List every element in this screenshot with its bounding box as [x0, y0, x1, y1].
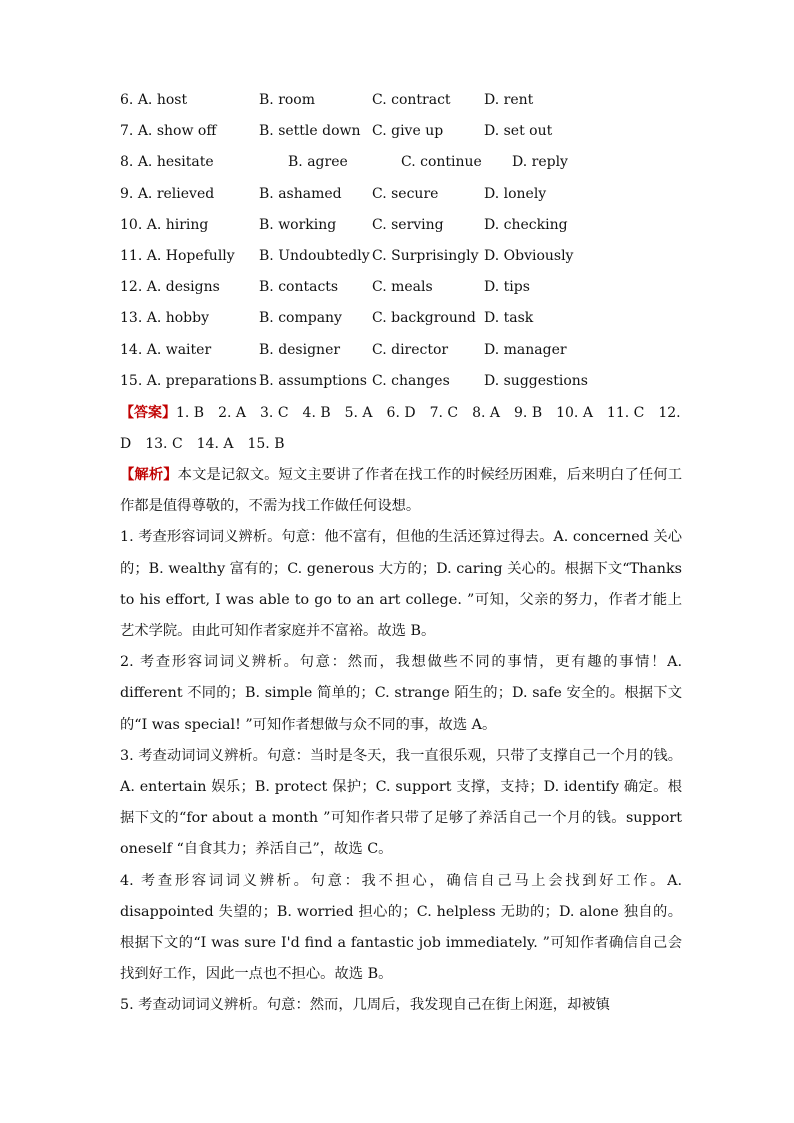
analysis-intro: 本文是记叙文。短文主要讲了作者在找工作的时候经历困难，后来明白了任何工作都是值得尊敬的，不需为找工作做任何设想。 [120, 467, 682, 515]
option-d: D. task [484, 310, 534, 327]
answer-text: 1. B 2. A 3. C 4. B 5. A 6. D 7. C 8. A 9. B 10. A 11. C 12. D 13. C 14. A 15. B [120, 405, 681, 452]
analysis-item: 3. 考查动词词义辨析。句意：当时是冬天，我一直很乐观，只带了支撑自己一个月的钱。A. entertain 娱乐；B. protect 保护；C. support 支撑，支持；D. identify 确定。根据下文的“for about a month ”可知作者只带了足够了养活自己一个月的钱。support oneself “自食其力；养活自己”，故选 C。 [120, 747, 682, 858]
option-row [120, 150, 720, 181]
option-row [120, 119, 720, 150]
option-d: D. lonely [484, 185, 547, 202]
option-a: 15. A. preparations [120, 372, 257, 389]
analysis-item: 5. 考查动词词义辨析。句意：然而，几周后，我发现自己在街上闲逛，却被镇 [120, 997, 610, 1014]
option-c: C. meals [372, 279, 433, 296]
option-c: C. give up [372, 123, 444, 140]
option-a: 13. A. hobby [120, 310, 210, 327]
option-c: C. director [372, 341, 449, 358]
option-b: B. contacts [259, 279, 339, 296]
answer-section [120, 398, 690, 460]
option-a: 11. A. Hopefully [120, 247, 235, 264]
option-row [120, 275, 720, 306]
option-row [120, 369, 720, 400]
option-a: 12. A. designs [120, 279, 220, 296]
option-row [120, 306, 720, 337]
option-row [120, 182, 720, 213]
analysis-item: 1. 考查形容词词义辨析。句意：他不富有，但他的生活还算过得去。A. concerned 关心的；B. wealthy 富有的；C. generous 大方的；D. caring 关心的。根据下文“Thanks to his effort, I was able to go to an art college. ”可知，父亲的努力，作者才能上艺术学院。由此可知作者家庭并不富裕。故选 B。 [120, 529, 682, 640]
option-b: B. agree [288, 154, 348, 171]
option-d: D. tips [484, 279, 530, 296]
option-b: B. ashamed [259, 185, 342, 202]
analysis-item: 2. 考查形容词词义辨析。句意：然而，我想做些不同的事情，更有趣的事情！A. different 不同的；B. simple 简单的；C. strange 陌生的；D. safe 安全的。根据下文的“I was special! ”可知作者想做与众不同的事，故选 A。 [120, 654, 682, 733]
option-d: D. manager [484, 341, 567, 358]
option-b: B. working [259, 216, 337, 233]
option-row [120, 244, 720, 275]
analysis-tag: 【解析】 [120, 467, 178, 483]
option-d: D. checking [484, 216, 568, 233]
option-b: B. room [259, 92, 316, 108]
option-d: D. set out [484, 123, 553, 140]
option-a: 9. A. relieved [120, 185, 215, 202]
option-b: B. Undoubtedly [259, 247, 370, 264]
option-c: C. background [372, 310, 476, 327]
option-d: D. suggestions [484, 372, 588, 389]
option-c: C. serving [372, 216, 444, 233]
option-c: C. continue [401, 154, 482, 171]
option-a: 6. A. host [120, 92, 188, 108]
option-c: C. secure [372, 185, 439, 202]
option-d: D. rent [484, 92, 534, 108]
option-b: B. designer [259, 341, 341, 358]
option-a: 8. A. hesitate [120, 154, 214, 171]
option-c: C. contract [372, 92, 451, 108]
option-b: B. settle down [259, 123, 361, 140]
analysis-intro-paragraph [120, 460, 682, 522]
option-d: D. Obviously [484, 247, 574, 264]
option-b: B. assumptions [259, 372, 367, 389]
option-c: C. Surprisingly [372, 247, 479, 264]
option-row [120, 213, 720, 244]
options-list [120, 88, 720, 400]
analysis-section [120, 460, 682, 1022]
option-d: D. reply [512, 154, 568, 171]
option-a: 7. A. show off [120, 123, 217, 140]
answer-tag: 【答案】 [120, 405, 176, 421]
option-c: C. changes [372, 372, 450, 389]
option-a: 10. A. hiring [120, 216, 209, 233]
option-b: B. company [259, 310, 342, 327]
analysis-item: 4. 考查形容词词义辨析。句意：我不担心，确信自己马上会找到好工作。A. disappointed 失望的；B. worried 担心的；C. helpless 无助的；D. alone 独自的。根据下文的“I was sure I'd find a fantastic job immediately. ”可知作者确信自己会找到好工作，因此一点也不担心。故选 B。 [120, 872, 682, 983]
option-a: 14. A. waiter [120, 341, 212, 358]
option-row [120, 88, 720, 119]
option-row [120, 338, 720, 369]
